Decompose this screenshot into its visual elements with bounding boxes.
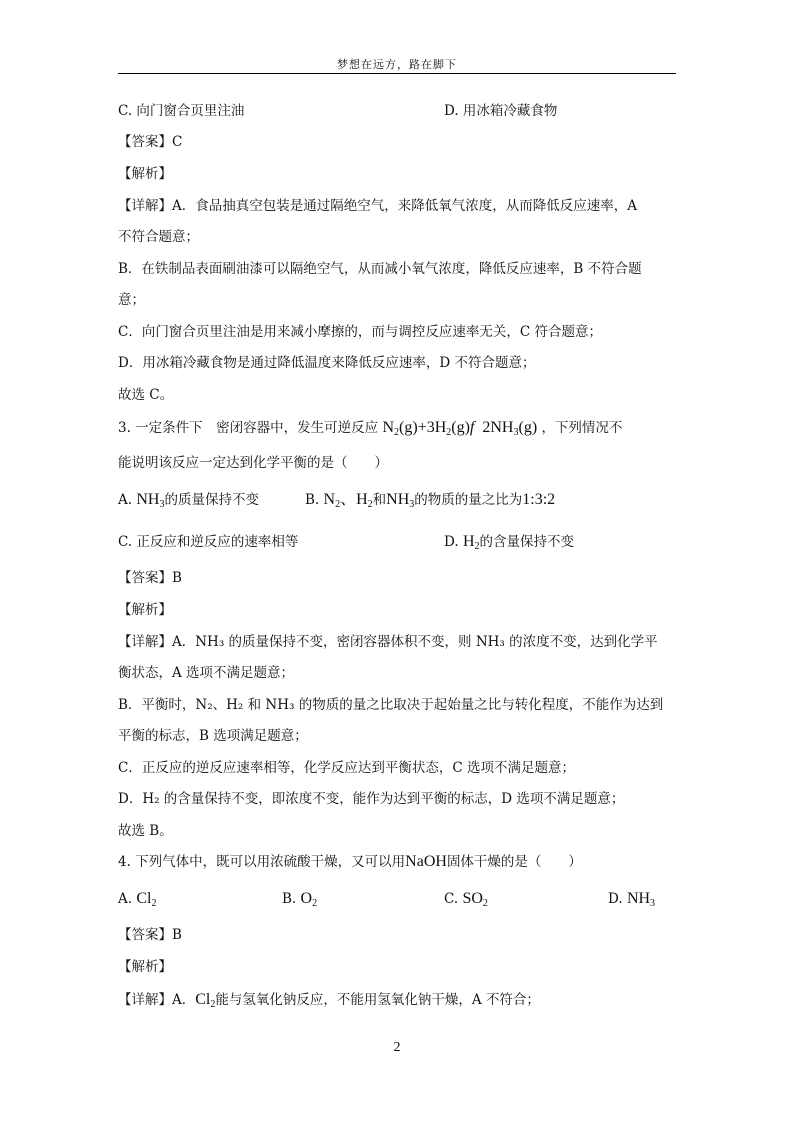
q2-detail-line: 【详解】A．食品抽真空包装是通过隔绝空气，来降低氧气浓度，从而降低反应速率，A: [118, 198, 637, 214]
header-motto: 梦想在远方，路在脚下: [337, 58, 457, 71]
q4-option-d: D. $NH_3$: [608, 890, 656, 909]
q2-answer: 【答案】C: [118, 134, 183, 150]
q3-option-d: D. $H_2$的含量保持不变: [444, 533, 574, 552]
formula-so2: $SO_2$: [462, 890, 488, 909]
q2-option-c: C. 向门窗合页里注油: [118, 103, 245, 119]
q3-option-b: B. $N_2$、$H_2$和$NH_3$的物质的量之比为1:3:2: [305, 491, 556, 510]
q3-detail-line: B．平衡时，N₂、H₂ 和 NH₃ 的物质的量之比取决于起始量之比与转化程度，不能作为达到: [118, 697, 664, 713]
formula-nh3: $NH_3$: [626, 890, 656, 909]
q3-analysis-label: 【解析】: [118, 602, 172, 618]
q3-option-c: C. 正反应和逆反应的速率相等: [118, 534, 299, 550]
q3-stem: [118, 418, 622, 438]
formula-n2-h2: $N_2$、$H_2$: [323, 491, 373, 510]
ratio-value: 1:3:2: [522, 491, 556, 508]
page-number: 2: [393, 1040, 401, 1055]
q3-detail-line: D．H₂ 的含量保持不变，即浓度不变，能作为达到平衡的标志，D 选项不满足题意；: [118, 791, 625, 807]
q2-conclusion: 故选 C。: [118, 387, 174, 403]
formula-cl2: $Cl_2$: [136, 890, 157, 909]
header-rule: [118, 73, 676, 74]
q2-detail-line: 不符合题意；: [118, 229, 199, 245]
formula-o2: $O_2$: [300, 890, 318, 909]
q4-option-c: C. $SO_2$: [444, 890, 488, 909]
reaction-equation: $N_2(g)+3H_2(g)f$ $2NH_3(g)$: [382, 419, 538, 438]
q4-stem: 4. 下列气体中，既可以用浓硫酸干燥，又可以用NaOH固体干燥的是（ ）: [118, 853, 582, 870]
q4-analysis-label: 【解析】: [118, 959, 172, 975]
q3-option-a: A. $NH_3$的质量保持不变: [118, 491, 259, 510]
q2-detail-line: B．在铁制品表面刷油漆可以隔绝空气，从而减小氧气浓度，降低反应速率，B 不符合题: [118, 261, 642, 277]
q3-detail-line: 【详解】A．NH₃ 的质量保持不变，密闭容器体积不变，则 NH₃ 的浓度不变，达到化学平: [118, 634, 658, 650]
q3-detail-line: C．正反应的逆反应速率相等，化学反应达到平衡状态，C 选项不满足题意；: [118, 760, 575, 776]
q2-detail-line: 意；: [118, 292, 145, 308]
q3-detail-line: 平衡的标志，B 选项满足题意；: [118, 728, 308, 744]
q3-answer: 【答案】B: [118, 570, 182, 586]
q2-analysis-label: 【解析】: [118, 166, 172, 182]
q4-detail-line: 【详解】A．$Cl_2$能与氢氧化钠反应，不能用氢氧化钠干燥，A 不符合；: [118, 991, 540, 1010]
q3-detail-line: 衡状态，A 选项不满足题意；: [118, 665, 295, 681]
formula-h2: $H_2$: [462, 533, 480, 552]
formula-naoh: NaOH: [405, 853, 447, 870]
q2-option-d: D. 用冰箱冷藏食物: [444, 103, 558, 119]
formula-nh3: $NH_3$: [386, 491, 415, 510]
q2-detail-line: D．用冰箱冷藏食物是通过降低温度来降低反应速率，D 不符合题意；: [118, 355, 536, 371]
q4-option-b: B. $O_2$: [282, 890, 318, 909]
q4-option-a: A. $Cl_2$: [118, 890, 157, 909]
formula-cl2: $Cl_2$: [195, 991, 216, 1010]
q4-answer: 【答案】B: [118, 927, 182, 943]
formula-nh3: $NH_3$: [136, 491, 165, 510]
q3-stem-line2: 能说明该反应一定达到化学平衡的是（ ）: [118, 455, 388, 471]
q3-stem-suffix: ，下列情况不: [541, 420, 623, 436]
q3-stem-prefix: 3. 一定条件下 密闭容器中，发生可逆反应: [118, 420, 379, 436]
q3-conclusion: 故选 B。: [118, 823, 173, 839]
q2-detail-line: C．向门窗合页里注油是用来减小摩擦的，而与调控反应速率无关，C 符合题意；: [118, 324, 602, 340]
